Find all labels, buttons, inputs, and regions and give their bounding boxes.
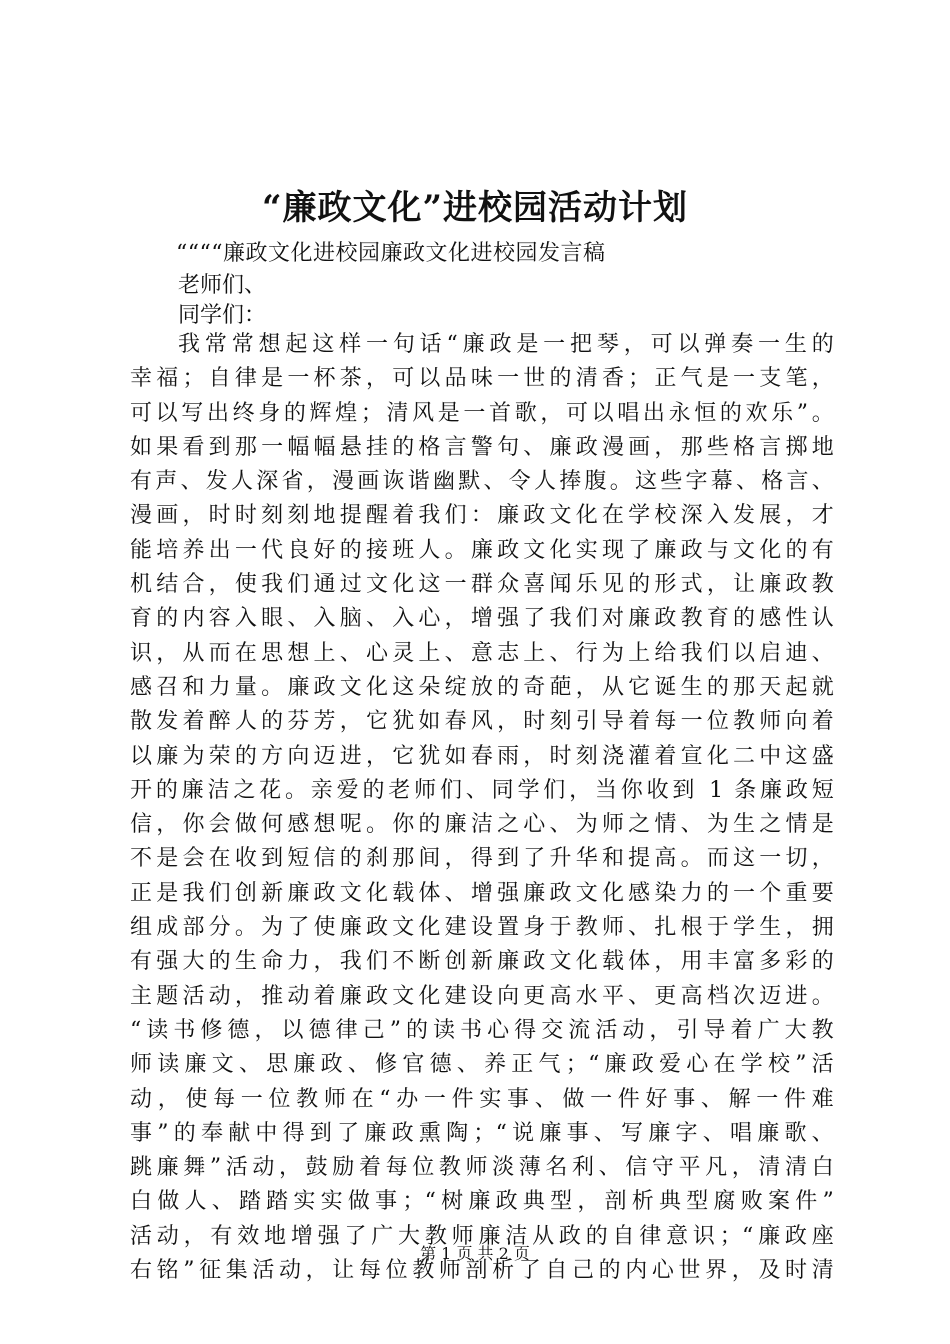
body-line: 师读廉文、思廉政、修官德、养正气；“廉政爱心在学校”活: [130, 1052, 834, 1078]
body-line: 正是我们创新廉政文化载体、增强廉政文化感染力的一个重要: [130, 880, 834, 906]
body-line: 散发着醉人的芬芳，它犹如春风，时刻引导着每一位教师向着: [130, 709, 834, 735]
body-line: 机结合，使我们通过文化这一群众喜闻乐见的形式，让廉政教: [130, 572, 834, 598]
body-line: 有声、发人深省，漫画诙谐幽默、令人捧腹。这些字幕、格言、: [130, 469, 834, 495]
body-line: 不是会在收到短信的刹那间，得到了升华和提高。而这一切，: [130, 846, 834, 872]
body-line: 育的内容入眼、入脑、入心，增强了我们对廉政教育的感性认: [130, 606, 834, 632]
body-line: 有强大的生命力，我们不断创新廉政文化载体，用丰富多彩的: [130, 949, 834, 975]
body-line: 信，你会做何感想呢。你的廉洁之心、为师之情、为生之情是: [130, 812, 834, 838]
body-line: 白做人、踏踏实实做事；“树廉政典型，剖析典型腐败案件”: [130, 1189, 834, 1215]
page-footer: 第 1 页 共 2 页: [420, 1244, 530, 1263]
body-line: 动，使每一位教师在“办一件实事、做一件好事、解一件难: [130, 1086, 834, 1112]
document-title: “廉政文化”进校园活动计划: [261, 188, 689, 228]
body-line: 跳廉舞”活动，鼓励着每位教师淡薄名利、信守平凡，清清白: [130, 1155, 834, 1181]
body-line: 识，从而在思想上、心灵上、意志上、行为上给我们以启迪、: [130, 640, 834, 666]
body-line: 我常常想起这样一句话“廉政是一把琴，可以弹奏一生的: [178, 332, 834, 357]
body-line: 幸福；自律是一杯茶，可以品味一世的清香；正气是一支笔，: [130, 366, 834, 392]
body-line: 主题活动，推动着廉政文化建设向更高水平、更高档次迈进。: [130, 983, 834, 1009]
document-subtitle: ““““廉政文化进校园廉政文化进校园发言稿: [176, 241, 606, 266]
body-line: 如果看到那一幅幅悬挂的格言警句、廉政漫画，那些格言掷地: [130, 434, 834, 460]
body-line: 右铭”征集活动，让每位教师剖析了自己的内心世界，及时清: [130, 1258, 834, 1284]
body-text: [130, 328, 834, 1288]
body-line: “读书修德，以德律己”的读书心得交流活动，引导着广大教: [130, 1017, 834, 1043]
body-line: 感召和力量。廉政文化这朵绽放的奇葩，从它诞生的那天起就: [130, 674, 834, 700]
salutation-students: 同学们：: [178, 303, 267, 328]
body-line: 组成部分。为了使廉政文化建设置身于教师、扎根于学生，拥: [130, 915, 834, 941]
salutation-teachers: 老师们、: [178, 273, 267, 298]
body-line: 漫画，时时刻刻地提醒着我们：廉政文化在学校深入发展，才: [130, 503, 834, 529]
body-line: 活动，有效地增强了广大教师廉洁从政的自律意识；“廉政座: [130, 1223, 834, 1249]
body-line: 可以写出终身的辉煌；清风是一首歌，可以唱出永恒的欢乐”。: [130, 400, 834, 426]
body-line: 事”的奉献中得到了廉政熏陶；“说廉事、写廉字、唱廉歌、: [130, 1120, 834, 1146]
body-line: 开的廉洁之花。亲爱的老师们、同学们，当你收到 1 条廉政短: [130, 777, 834, 803]
body-line: 以廉为荣的方向迈进，它犹如春雨，时刻浇灌着宣化二中这盛: [130, 743, 834, 769]
body-line: 能培养出一代良好的接班人。廉政文化实现了廉政与文化的有: [130, 537, 834, 563]
